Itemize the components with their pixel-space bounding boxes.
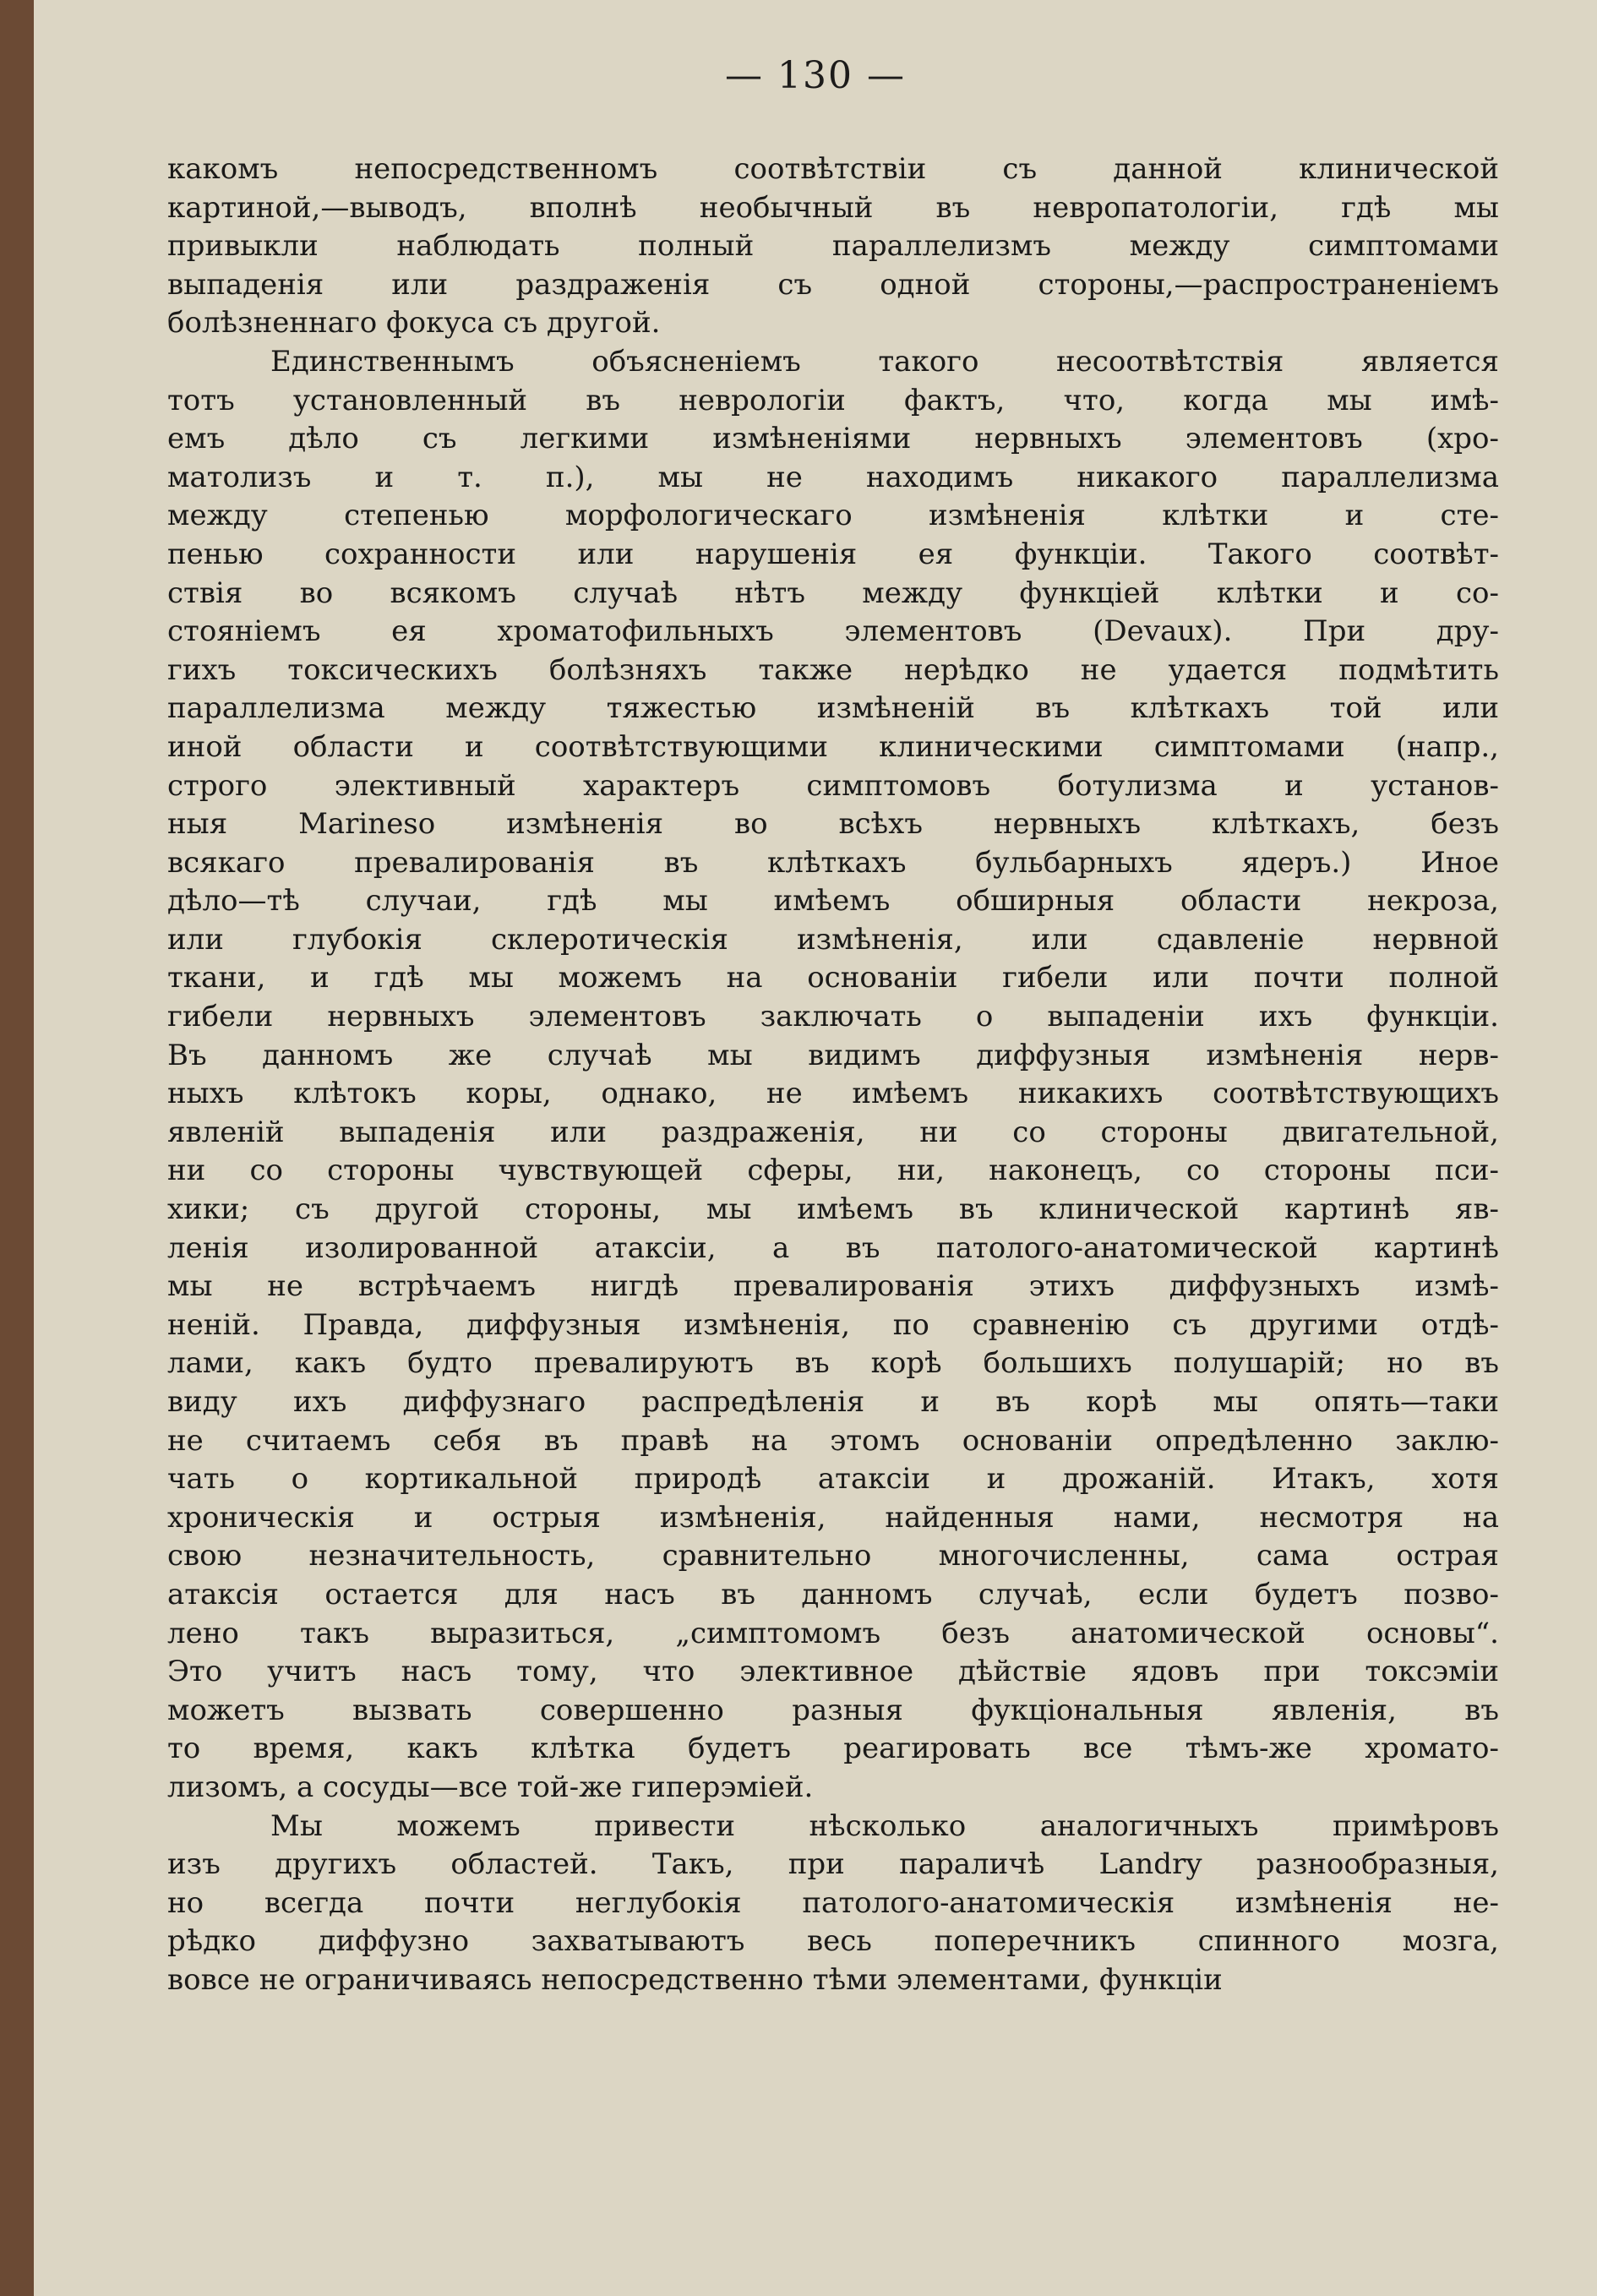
text-line: всякаго превалированія въ клѣткахъ бульбарныхъ ядеръ.) Иное	[167, 845, 1499, 880]
text-line: строго элективный характеръ симптомовъ ботулизма и установ-	[167, 768, 1499, 803]
text-line: иной области и соотвѣтствующими клиническими симптомами (напр.,	[167, 729, 1499, 764]
text-line: тотъ установленный въ неврологіи фактъ, что, когда мы имѣ-	[167, 383, 1499, 417]
text-line: но всегда почти неглубокія патолого-анатомическія измѣненія не-	[167, 1885, 1499, 1920]
text-line: матолизъ и т. п.), мы не находимъ никакого параллелизма	[167, 460, 1499, 494]
text-line: хроническія и острыя измѣненія, найденныя нами, несмотря на	[167, 1500, 1499, 1535]
text-line: неній. Правда, диффузныя измѣненія, по сравненію съ другими отдѣ-	[167, 1307, 1499, 1342]
text-line: Мы можемъ привести нѣсколько аналогичныхъ примѣровъ	[270, 1808, 1499, 1843]
text-line: изъ другихъ областей. Такъ, при параличѣ Landry разнообразныя,	[167, 1847, 1499, 1882]
text-line: лами, какъ будто превалируютъ въ корѣ большихъ полушарій; но въ	[167, 1346, 1499, 1381]
text-line: хики; съ другой стороны, мы имѣемъ въ клинической картинѣ яв-	[167, 1192, 1499, 1227]
text-line: лено такъ выразиться, „симптомомъ безъ анатомической основы“.	[167, 1616, 1499, 1650]
text-line: гибели нервныхъ элементовъ заключать о выпаденіи ихъ функціи.	[167, 1000, 1499, 1034]
text-line: ныхъ клѣтокъ коры, однако, не имѣемъ никакихъ соотвѣтствующихъ	[167, 1077, 1499, 1111]
text-line: болѣзненнаго фокуса съ другой.	[167, 306, 661, 341]
text-line: ни со стороны чувствующей сферы, ни, наконецъ, со стороны пси-	[167, 1153, 1499, 1188]
text-line: выпаденія или раздраженія съ одной стороны,—распространеніемъ	[167, 267, 1499, 302]
text-line: ткани, и гдѣ мы можемъ на основаніи гибели или почти полной	[167, 961, 1499, 995]
text-line: вовсе не ограничиваясь непосредственно тѣми элементами, функціи	[167, 1962, 1223, 1997]
text-line: не считаемъ себя въ правѣ на этомъ основаніи опредѣленно заклю-	[167, 1423, 1499, 1458]
text-line: картиной,—выводъ, вполнѣ необычный въ невропатологіи, гдѣ мы	[167, 190, 1499, 225]
paragraph	[167, 343, 1499, 1808]
text-line: лизомъ, а сосуды—все той-же гиперэміей.	[167, 1770, 814, 1804]
text-line: рѣдко диффузно захватываютъ весь поперечникъ спинного мозга,	[167, 1924, 1499, 1959]
text-line: привыкли наблюдать полный параллелизмъ между симптомами	[167, 229, 1499, 264]
text-line: Единственнымъ объясненіемъ такого несоотвѣтствія является	[270, 344, 1499, 379]
page-number: — 130 —	[725, 54, 906, 97]
text-line: то время, какъ клѣтка будетъ реагировать все тѣмъ-же хромато-	[167, 1732, 1499, 1766]
text-line: виду ихъ диффузнаго распредѣленія и въ корѣ мы опять—таки	[167, 1385, 1499, 1419]
text-line: параллелизма между тяжестью измѣненій въ клѣткахъ той или	[167, 691, 1499, 726]
text-line: чать о кортикальной природѣ атаксіи и дрожаній. Итакъ, хотя	[167, 1462, 1499, 1497]
text-line: пенью сохранности или нарушенія ея функціи. Такого соотвѣт-	[167, 537, 1499, 571]
text-line: свою незначительность, сравнительно многочисленны, сама острая	[167, 1539, 1499, 1573]
text-line: между степенью морфологическаго измѣненія клѣтки и сте-	[167, 499, 1499, 533]
paragraph	[167, 1808, 1499, 2000]
text-line: явленій выпаденія или раздраженія, ни со стороны двигательной,	[167, 1115, 1499, 1149]
text-line: мы не встрѣчаемъ нигдѣ превалированія этихъ диффузныхъ измѣ-	[167, 1269, 1499, 1304]
body-text	[167, 150, 1499, 2000]
text-line: атаксія остается для насъ въ данномъ случаѣ, если будетъ позво-	[167, 1577, 1499, 1612]
text-line: какомъ непосредственномъ соотвѣтствіи съ данной клинической	[167, 152, 1499, 186]
text-line: стояніемъ ея хроматофильныхъ элементовъ (Devaux). При дру-	[167, 614, 1499, 649]
text-line: можетъ вызвать совершенно разныя фукціональныя явленія, въ	[167, 1693, 1499, 1727]
text-line: Въ данномъ же случаѣ мы видимъ диффузныя измѣненія нерв-	[167, 1038, 1499, 1072]
book-page	[34, 0, 1597, 2296]
text-line: гихъ токсическихъ болѣзняхъ также нерѣдко не удается подмѣтить	[167, 652, 1499, 687]
text-line: Это учитъ насъ тому, что элективное дѣйствіе ядовъ при токсэміи	[167, 1655, 1499, 1689]
text-line: ленія изолированной атаксіи, а въ патолого-анатомической картинѣ	[167, 1230, 1499, 1265]
text-line: ныя Marineso измѣненія во всѣхъ нервныхъ клѣткахъ, безъ	[167, 807, 1499, 842]
text-line: ствія во всякомъ случаѣ нѣтъ между функціей клѣтки и со-	[167, 575, 1499, 610]
text-line: дѣло—тѣ случаи, гдѣ мы имѣемъ обширныя области некроза,	[167, 884, 1499, 919]
text-line: емъ дѣло съ легкими измѣненіями нервныхъ элементовъ (хро-	[167, 422, 1499, 456]
text-line: или глубокія склеротическія измѣненія, или сдавленіе нервной	[167, 922, 1499, 957]
paragraph	[167, 150, 1499, 343]
